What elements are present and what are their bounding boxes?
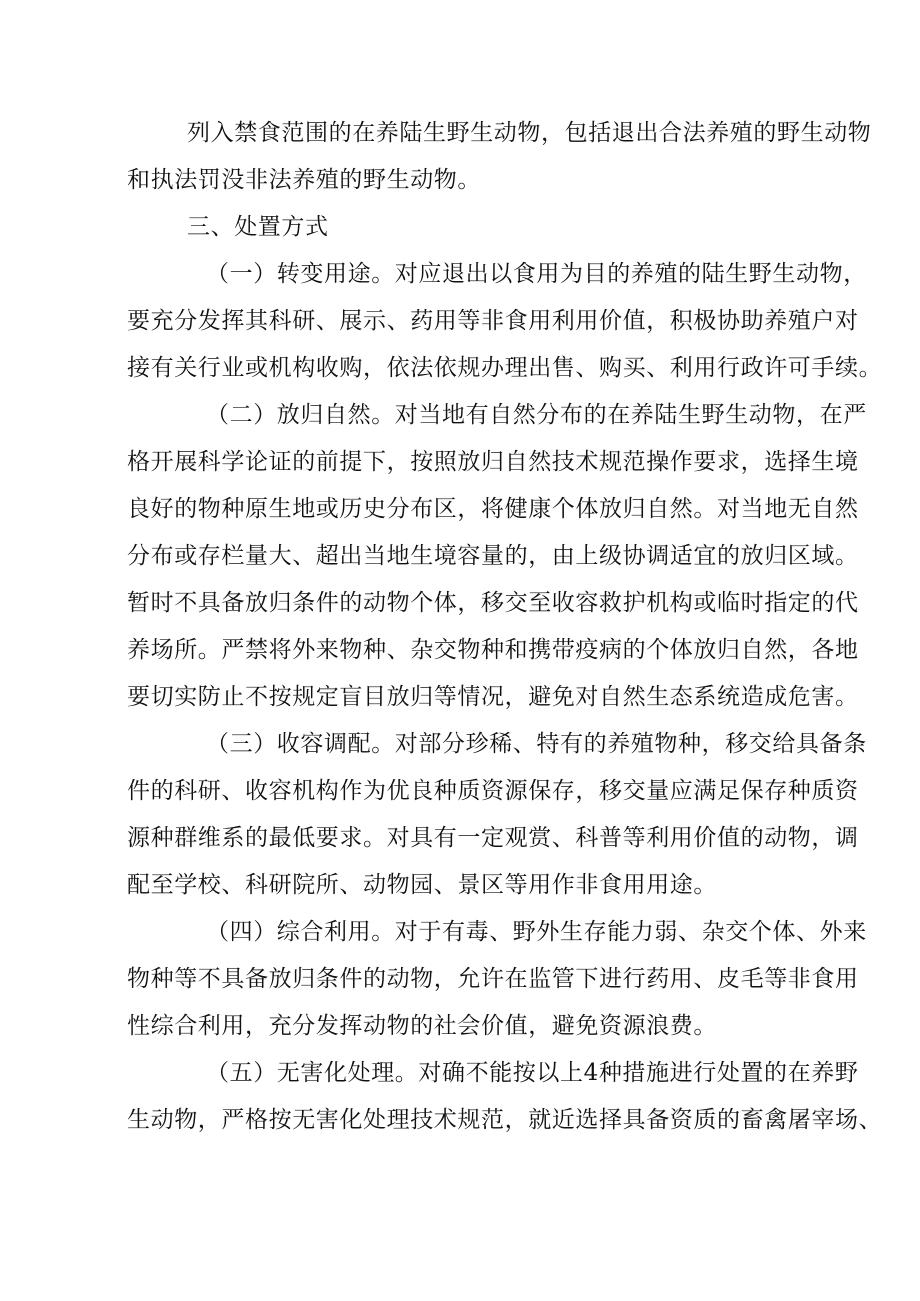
- text-line: 格开展科学论证的前提下，按照放归自然技术规范操作要求，选择生境: [127, 449, 859, 475]
- text-line: （二）放归自然。对当地有自然分布的在养陆生野生动物，在严: [206, 402, 867, 428]
- text-line: 配至学校、科研院所、动物园、景区等用作非食用用途。: [127, 872, 717, 898]
- text-line: 要切实防止不按规定盲目放归等情况，避免对自然生态系统造成危害。: [127, 684, 859, 710]
- text-line: 生动物，严格按无害化处理技术规范，就近选择具备资质的畜禽屠宰场、: [127, 1107, 883, 1133]
- section-heading: 三、处置方式: [187, 214, 329, 240]
- text-line: 接有关行业或机构收购，依法依规办理出售、购买、利用行政许可手续。: [127, 355, 883, 381]
- text-line: 物种等不具备放归条件的动物，允许在监管下进行药用、皮毛等非食用: [127, 966, 859, 992]
- text-line: 要充分发挥其科研、展示、药用等非食用利用价值，积极协助养殖户对: [127, 308, 859, 334]
- text-line: （一）转变用途。对应退出以食用为目的养殖的陆生野生动物，: [206, 261, 867, 287]
- text-line: 分布或存栏量大、超出当地生境容量的，由上级协调适宜的放归区域。: [127, 543, 859, 569]
- text-line: 件的科研、收容机构作为优良种质资源保存，移交量应满足保存种质资: [127, 778, 859, 804]
- text-line: （五）无害化处理。对确不能按以上4种措施进行处置的在养野: [206, 1060, 859, 1086]
- text-line: 性综合利用，充分发挥动物的社会价值，避免资源浪费。: [127, 1013, 717, 1039]
- text-line: 源种群维系的最低要求。对具有一定观赏、科普等利用价值的动物，调: [127, 825, 859, 851]
- text-line: （四）综合利用。对于有毒、野外生存能力弱、杂交个体、外来: [206, 919, 867, 945]
- text-line: 和执法罚没非法养殖的野生动物。: [127, 167, 481, 193]
- text-line: （三）收容调配。对部分珍稀、特有的养殖物种，移交给具备条: [206, 731, 867, 757]
- text-line: 列入禁食范围的在养陆生野生动物，包括退出合法养殖的野生动物: [187, 120, 872, 146]
- text-line: 良好的物种原生地或历史分布区，将健康个体放归自然。对当地无自然: [127, 496, 859, 522]
- text-line: 暂时不具备放归条件的动物个体，移交至收容救护机构或临时指定的代: [127, 590, 859, 616]
- text-line: 养场所。严禁将外来物种、杂交物种和携带疫病的个体放归自然，各地: [127, 637, 859, 663]
